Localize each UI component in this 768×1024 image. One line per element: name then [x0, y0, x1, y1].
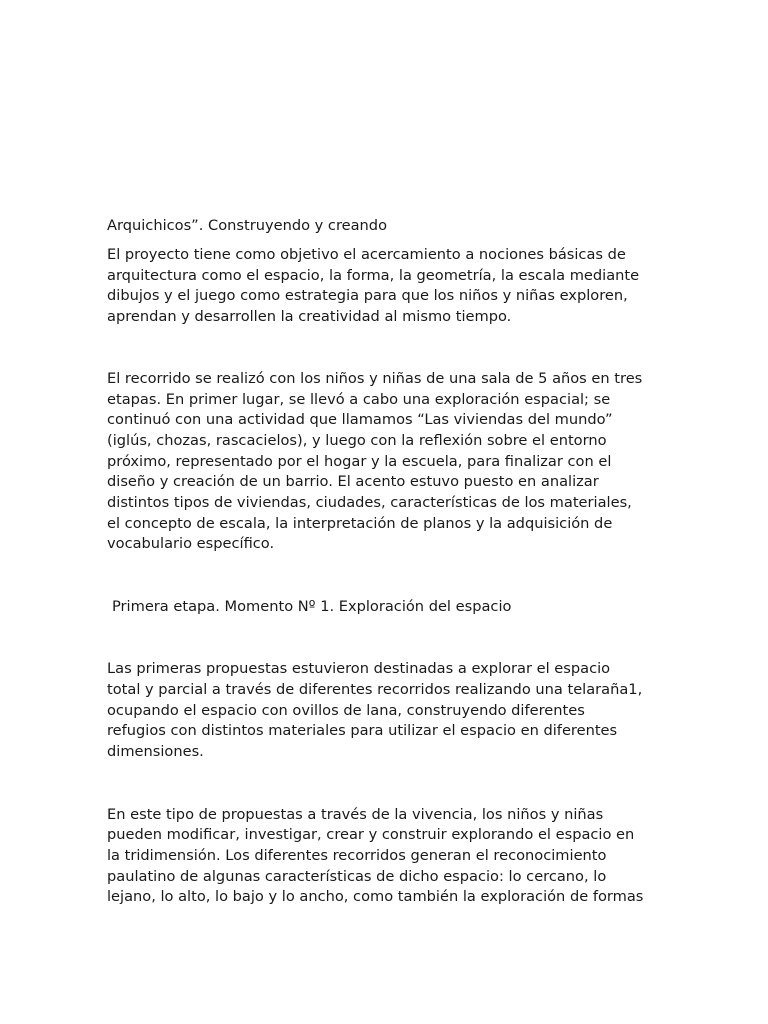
paragraph-intro: El proyecto tiene como objetivo el acercamiento a nociones básicas de arquitectura como el espacio, la forma, la geometría, la escala mediante dibujos y el juego como estrategia para que los niños y niñas exploren, aprendan y desarrollen la creatividad al mismo tiempo.: [107, 246, 640, 326]
section-heading: Primera etapa. Momento Nº 1. Exploración del espacio: [112, 598, 512, 616]
paragraph-primeras-propuestas: Las primeras propuestas estuvieron destinadas a explorar el espacio total y parcial a través de diferentes recorridos realizando una telaraña1, ocupando el espacio con ovillos de lana, construyendo diferentes refugios con distintos materiales para utilizar el espacio en diferentes dimensiones.: [107, 660, 643, 760]
paragraph-vivencia: En este tipo de propuestas a través de la vivencia, los niños y niñas pueden modificar, investigar, crear y construir explorando el espacio en la tridimensión. Los diferentes recorridos generan el reconocimiento paulatino de algunas características de dicho espacio: lo cercano, lo lejano, lo alto, lo bajo y lo ancho, como también la exploración de formas: [107, 805, 644, 906]
document-page: [107, 215, 663, 908]
paragraph-recorrido: El recorrido se realizó con los niños y niñas de una sala de 5 años en tres etapas. En primer lugar, se llevó a cabo una exploración espacial; se continuó con una actividad que llamamos “Las viviendas del mundo” (iglús, chozas, rascacielos), y luego con la reflexión sobre el entorno próximo, representado por el hogar y la escuela, para finalizar con el diseño y creación de un barrio. El acento estuvo puesto en analizar distintos tipos de viviendas, ciudades, características de los materiales, el concepto de escala, la interpretación de planos y la adquisición de vocabulario específico.: [107, 369, 643, 553]
document-title: Arquichicos”. Construyendo y creando: [107, 217, 387, 234]
